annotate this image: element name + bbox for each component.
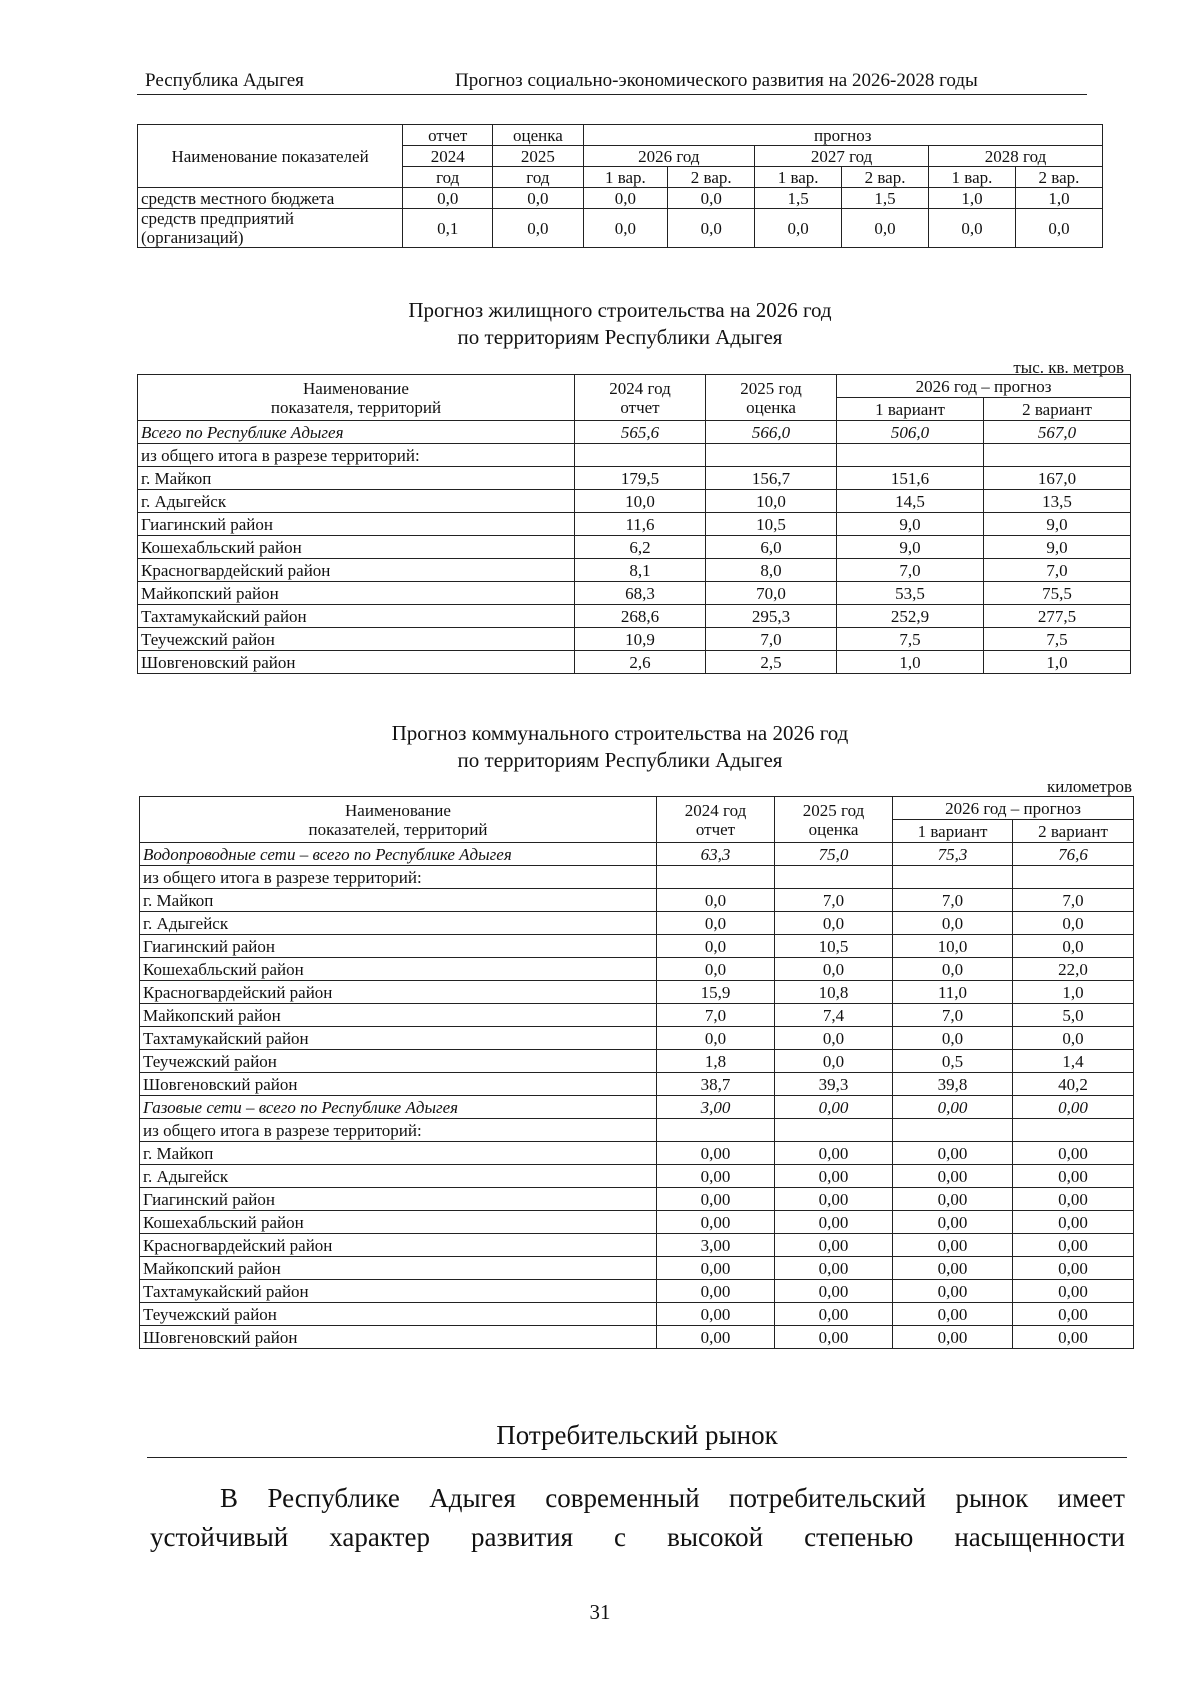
table-cell: 0,0	[893, 1027, 1013, 1050]
table-cell: 0,0	[775, 1027, 893, 1050]
table-cell	[775, 866, 893, 889]
table-cell: 0,0	[493, 209, 583, 248]
table-cell: 0,0	[1015, 209, 1102, 248]
utility-unit-label: километров	[1047, 777, 1132, 796]
row-label: Тахтамукайский район	[140, 1027, 657, 1050]
col-header-estimate: оценка	[493, 125, 583, 146]
table-cell: 565,6	[575, 421, 706, 444]
col-header-year-2027: 2027 год	[755, 146, 929, 167]
row-label: г. Адыгейск	[140, 912, 657, 935]
table-cell	[657, 866, 775, 889]
row-label: г. Майкоп	[138, 467, 575, 490]
table-cell: 0,00	[893, 1096, 1013, 1119]
table-row	[138, 513, 1131, 536]
table-cell: 0,1	[403, 209, 493, 248]
table-cell: 7,0	[657, 1004, 775, 1027]
table-cell: 0,00	[1013, 1165, 1134, 1188]
table-cell: 0,0	[657, 935, 775, 958]
table-row	[138, 559, 1131, 582]
header-line: показателей, территорий	[308, 819, 488, 839]
table-cell	[1013, 1119, 1134, 1142]
table-cell: 1,4	[1013, 1050, 1134, 1073]
table-cell: 2,6	[575, 651, 706, 674]
col-header-variant-1: 1 вариант	[837, 398, 984, 421]
table-row	[140, 1234, 1134, 1257]
row-label: Майкопский район	[138, 582, 575, 605]
table-cell: 1,0	[984, 651, 1131, 674]
page-header	[137, 70, 1087, 95]
table-cell	[893, 866, 1013, 889]
row-label: из общего итога в разрезе территорий:	[140, 1119, 657, 1142]
col-header-year-2026: 2026 год	[583, 146, 755, 167]
table-cell: 1,0	[1015, 188, 1102, 209]
table-cell: 75,0	[775, 843, 893, 866]
header-line: 2025 год	[802, 800, 865, 820]
row-label: средств местного бюджета	[138, 188, 403, 209]
table-cell: 40,2	[1013, 1073, 1134, 1096]
table-cell: 10,9	[575, 628, 706, 651]
table-cell: 0,00	[657, 1326, 775, 1349]
table-cell: 0,0	[775, 958, 893, 981]
table-cell: 0,0	[1013, 912, 1134, 935]
table-cell: 0,00	[657, 1211, 775, 1234]
row-label: Кошехабльский район	[140, 958, 657, 981]
table-cell: 53,5	[837, 582, 984, 605]
table-cell: 0,0	[929, 209, 1016, 248]
row-label: Шовгеновский район	[138, 651, 575, 674]
table-cell: 0,00	[893, 1188, 1013, 1211]
table-cell: 0,0	[657, 1027, 775, 1050]
table-cell: 11,0	[893, 981, 1013, 1004]
subheading-row	[140, 866, 1134, 889]
row-label-line: (организаций)	[141, 228, 244, 247]
table-cell: 0,00	[1013, 1326, 1134, 1349]
table-row	[140, 935, 1134, 958]
header-line: 2024 год	[609, 378, 671, 398]
table-cell: 0,00	[775, 1326, 893, 1349]
table-cell: 39,3	[775, 1073, 893, 1096]
header-line: оценка	[746, 397, 796, 417]
table-cell: 0,0	[657, 912, 775, 935]
table-cell: 0,00	[893, 1211, 1013, 1234]
table-cell: 3,00	[657, 1096, 775, 1119]
table-row	[140, 1280, 1134, 1303]
table-cell: 0,00	[893, 1142, 1013, 1165]
col-header-2025	[775, 797, 893, 843]
col-header-name	[140, 797, 657, 843]
table-cell: 10,0	[893, 935, 1013, 958]
table-cell: 0,0	[755, 209, 842, 248]
table-cell: 295,3	[706, 605, 837, 628]
table-cell: 9,0	[837, 536, 984, 559]
row-label: Теучежский район	[140, 1050, 657, 1073]
col-header-report-year: 2024	[403, 146, 493, 167]
table-cell: 0,00	[1013, 1188, 1134, 1211]
table-cell	[984, 444, 1131, 467]
row-label: Красногвардейский район	[140, 981, 657, 1004]
table-cell	[775, 1119, 893, 1142]
table-cell	[837, 444, 984, 467]
table-cell: 0,0	[775, 912, 893, 935]
table-row	[140, 1257, 1134, 1280]
table-cell: 0,00	[893, 1303, 1013, 1326]
table-cell: 8,0	[706, 559, 837, 582]
row-label: г. Адыгейск	[138, 490, 575, 513]
col-header-variant: 2 вар.	[842, 167, 929, 188]
table-row	[138, 582, 1131, 605]
table-cell: 0,0	[775, 1050, 893, 1073]
subheading-row	[140, 1119, 1134, 1142]
header-document-title: Прогноз социально-экономического развития на 2026-2028 годы	[455, 70, 978, 91]
table-cell: 0,0	[403, 188, 493, 209]
table-cell: 75,5	[984, 582, 1131, 605]
table-cell: 0,0	[893, 912, 1013, 935]
row-label: Тахтамукайский район	[140, 1280, 657, 1303]
row-label: Шовгеновский район	[140, 1326, 657, 1349]
table-cell: 7,0	[893, 1004, 1013, 1027]
table-cell: 14,5	[837, 490, 984, 513]
table-row	[138, 651, 1131, 674]
table-cell: 0,00	[1013, 1142, 1134, 1165]
table-cell: 10,0	[706, 490, 837, 513]
table-cell: 1,0	[1013, 981, 1134, 1004]
table-cell: 63,3	[657, 843, 775, 866]
table-cell	[706, 444, 837, 467]
table-cell: 10,5	[706, 513, 837, 536]
table-cell: 277,5	[984, 605, 1131, 628]
table-cell: 566,0	[706, 421, 837, 444]
table-cell: 1,5	[755, 188, 842, 209]
table-row	[140, 1326, 1134, 1349]
table-cell: 0,00	[893, 1165, 1013, 1188]
table-row	[138, 536, 1131, 559]
table-row	[138, 605, 1131, 628]
table-row	[140, 1050, 1134, 1073]
table-cell: 6,0	[706, 536, 837, 559]
table-cell: 179,5	[575, 467, 706, 490]
title-line: по территориям Республики Адыгея	[457, 325, 783, 349]
table-row	[140, 958, 1134, 981]
table-cell: 0,0	[657, 958, 775, 981]
table-cell: 39,8	[893, 1073, 1013, 1096]
table-row	[138, 421, 1131, 444]
table-cell: 0,0	[1013, 935, 1134, 958]
investment-sources-table	[137, 124, 1103, 248]
table-cell: 1,5	[842, 188, 929, 209]
table-cell: 9,0	[984, 513, 1131, 536]
table-row	[138, 467, 1131, 490]
table-cell: 0,00	[657, 1257, 775, 1280]
table-cell: 15,9	[657, 981, 775, 1004]
table-cell: 156,7	[706, 467, 837, 490]
header-line: Наименование	[345, 800, 451, 820]
row-label: Красногвардейский район	[140, 1234, 657, 1257]
row-label: Гиагинский район	[140, 935, 657, 958]
col-header-estimate-year: 2025	[493, 146, 583, 167]
table-row	[140, 1004, 1134, 1027]
table-cell: 7,5	[837, 628, 984, 651]
col-header-estimate-unit: год	[493, 167, 583, 188]
table-cell: 7,0	[893, 889, 1013, 912]
table-cell: 6,2	[575, 536, 706, 559]
table-cell: 5,0	[1013, 1004, 1134, 1027]
row-label: г. Майкоп	[140, 889, 657, 912]
page-number: 31	[589, 1600, 611, 1624]
header-line: 2025 год	[740, 378, 802, 398]
header-line: 2024 год	[684, 800, 747, 820]
row-label	[138, 209, 403, 248]
row-label: Водопроводные сети – всего по Республике Адыгея	[140, 843, 657, 866]
table-cell: 7,4	[775, 1004, 893, 1027]
row-label: Майкопский район	[140, 1004, 657, 1027]
row-label: Газовые сети – всего по Республике Адыгея	[140, 1096, 657, 1119]
table-row	[140, 981, 1134, 1004]
table-cell: 0,0	[668, 209, 755, 248]
table-cell: 0,0	[493, 188, 583, 209]
row-label: из общего итога в разрезе территорий:	[140, 866, 657, 889]
subheading-row	[138, 444, 1131, 467]
table-cell: 567,0	[984, 421, 1131, 444]
table-cell: 0,00	[1013, 1257, 1134, 1280]
table-cell: 0,00	[775, 1234, 893, 1257]
table-cell: 2,5	[706, 651, 837, 674]
table-cell: 0,00	[657, 1165, 775, 1188]
table-row	[140, 889, 1134, 912]
utility-table-title	[137, 720, 1103, 774]
table-cell	[575, 444, 706, 467]
table-cell: 0,00	[775, 1280, 893, 1303]
title-line: Прогноз жилищного строительства на 2026 год	[408, 298, 832, 322]
table-cell: 0,0	[657, 889, 775, 912]
row-label: Всего по Республике Адыгея	[138, 421, 575, 444]
col-header-2024	[657, 797, 775, 843]
table-cell: 0,00	[1013, 1211, 1134, 1234]
housing-table	[137, 374, 1131, 674]
table-cell: 0,0	[893, 958, 1013, 981]
table-cell: 0,00	[893, 1326, 1013, 1349]
table-cell: 0,0	[842, 209, 929, 248]
row-label: Кошехабльский район	[140, 1211, 657, 1234]
col-header-variant: 1 вар.	[583, 167, 668, 188]
table-cell: 0,00	[657, 1303, 775, 1326]
table-cell: 0,00	[893, 1280, 1013, 1303]
row-label: г. Майкоп	[140, 1142, 657, 1165]
body-paragraph	[150, 1479, 1125, 1557]
paragraph-line: устойчивый характер развития с высокой степенью насыщенности	[150, 1522, 1125, 1552]
row-label: Теучежский район	[140, 1303, 657, 1326]
table-cell: 9,0	[837, 513, 984, 536]
table-row	[140, 1165, 1134, 1188]
table-cell	[1013, 866, 1134, 889]
col-header-2024	[575, 375, 706, 421]
table-cell: 7,0	[706, 628, 837, 651]
row-label: Теучежский район	[138, 628, 575, 651]
table-row	[138, 628, 1131, 651]
table-row	[140, 1211, 1134, 1234]
col-header-forecast: прогноз	[583, 125, 1103, 146]
col-header-report-unit: год	[403, 167, 493, 188]
header-region: Республика Адыгея	[145, 70, 304, 91]
row-label: из общего итога в разрезе территорий:	[138, 444, 575, 467]
header-line: показателя, территорий	[270, 397, 442, 417]
header-line: оценка	[808, 819, 859, 839]
table-cell: 7,5	[984, 628, 1131, 651]
col-header-forecast: 2026 год – прогноз	[837, 375, 1131, 398]
table-cell: 1,0	[837, 651, 984, 674]
table-row	[140, 912, 1134, 935]
table-cell: 0,0	[668, 188, 755, 209]
table-cell: 11,6	[575, 513, 706, 536]
table-cell: 22,0	[1013, 958, 1134, 981]
col-header-variant-1: 1 вариант	[893, 820, 1013, 843]
table-cell: 0,00	[657, 1142, 775, 1165]
table-row	[140, 1142, 1134, 1165]
col-header-variant: 1 вар.	[755, 167, 842, 188]
table-cell: 38,7	[657, 1073, 775, 1096]
table-cell: 0,0	[1013, 1027, 1134, 1050]
utility-table	[139, 796, 1134, 1349]
table-cell: 70,0	[706, 582, 837, 605]
table-row	[140, 1096, 1134, 1119]
row-label: Кошехабльский район	[138, 536, 575, 559]
row-label: Майкопский район	[140, 1257, 657, 1280]
table-row	[138, 188, 1103, 209]
table-cell: 0,00	[657, 1280, 775, 1303]
table-row	[140, 1188, 1134, 1211]
table-cell: 151,6	[837, 467, 984, 490]
row-label: Шовгеновский район	[140, 1073, 657, 1096]
col-header-variant-2: 2 вариант	[1013, 820, 1134, 843]
table-cell: 0,00	[1013, 1096, 1134, 1119]
table-cell: 7,0	[837, 559, 984, 582]
table-cell: 7,0	[1013, 889, 1134, 912]
table-cell: 0,00	[775, 1165, 893, 1188]
table-cell	[657, 1119, 775, 1142]
header-line: отчет	[695, 819, 736, 839]
col-header-variant: 2 вар.	[1015, 167, 1102, 188]
table-cell: 0,00	[775, 1211, 893, 1234]
section-heading: Потребительский рынок	[147, 1417, 1127, 1458]
table-cell: 3,00	[657, 1234, 775, 1257]
table-cell: 0,00	[893, 1234, 1013, 1257]
header-line: отчет	[620, 397, 660, 417]
col-header-variant: 2 вар.	[668, 167, 755, 188]
col-header-2025	[706, 375, 837, 421]
col-header-year-2028: 2028 год	[929, 146, 1103, 167]
paragraph-line: В Республике Адыгея современный потребительский рынок имеет	[220, 1483, 1125, 1513]
table-cell: 0,00	[1013, 1234, 1134, 1257]
table-cell: 10,0	[575, 490, 706, 513]
table-row	[138, 490, 1131, 513]
row-label: Красногвардейский район	[138, 559, 575, 582]
table-cell: 0,0	[583, 209, 668, 248]
col-header-report: отчет	[403, 125, 493, 146]
table-row	[138, 209, 1103, 248]
table-cell: 7,0	[984, 559, 1131, 582]
row-label: Гиагинский район	[140, 1188, 657, 1211]
table-cell: 68,3	[575, 582, 706, 605]
table-cell	[893, 1119, 1013, 1142]
table-cell: 268,6	[575, 605, 706, 628]
housing-table-title	[137, 297, 1103, 351]
table-cell: 0,00	[775, 1188, 893, 1211]
table-row	[140, 1027, 1134, 1050]
table-row	[140, 1303, 1134, 1326]
table-cell: 0,00	[1013, 1303, 1134, 1326]
housing-unit-label: тыс. кв. метров	[1013, 358, 1124, 377]
col-header-forecast: 2026 год – прогноз	[893, 797, 1134, 820]
table-cell: 1,8	[657, 1050, 775, 1073]
table-cell: 9,0	[984, 536, 1131, 559]
table-cell: 0,00	[657, 1188, 775, 1211]
table-cell: 7,0	[775, 889, 893, 912]
table-cell: 167,0	[984, 467, 1131, 490]
col-header-variant-2: 2 вариант	[984, 398, 1131, 421]
table-cell: 13,5	[984, 490, 1131, 513]
table-cell: 8,1	[575, 559, 706, 582]
table-row	[140, 843, 1134, 866]
table-cell: 75,3	[893, 843, 1013, 866]
table-cell: 0,00	[775, 1257, 893, 1280]
table-cell: 10,8	[775, 981, 893, 1004]
table-cell: 252,9	[837, 605, 984, 628]
table-cell: 1,0	[929, 188, 1016, 209]
table-cell: 0,5	[893, 1050, 1013, 1073]
row-label-line: средств предприятий	[141, 209, 294, 228]
table-cell: 0,0	[583, 188, 668, 209]
table-cell: 0,00	[775, 1142, 893, 1165]
table-cell: 506,0	[837, 421, 984, 444]
title-line: по территориям Республики Адыгея	[457, 748, 783, 772]
table-cell: 76,6	[1013, 843, 1134, 866]
row-label: г. Адыгейск	[140, 1165, 657, 1188]
table-cell: 0,00	[775, 1303, 893, 1326]
col-header-variant: 1 вар.	[929, 167, 1016, 188]
col-header-name: Наименование показателей	[138, 125, 403, 188]
col-header-name	[138, 375, 575, 421]
row-label: Гиагинский район	[138, 513, 575, 536]
table-cell: 10,5	[775, 935, 893, 958]
header-line: Наименование	[303, 378, 409, 398]
table-cell: 0,00	[775, 1096, 893, 1119]
title-line: Прогноз коммунального строительства на 2026 год	[391, 721, 849, 745]
row-label: Тахтамукайский район	[138, 605, 575, 628]
table-cell: 0,00	[1013, 1280, 1134, 1303]
table-cell: 0,00	[893, 1257, 1013, 1280]
table-row	[140, 1073, 1134, 1096]
